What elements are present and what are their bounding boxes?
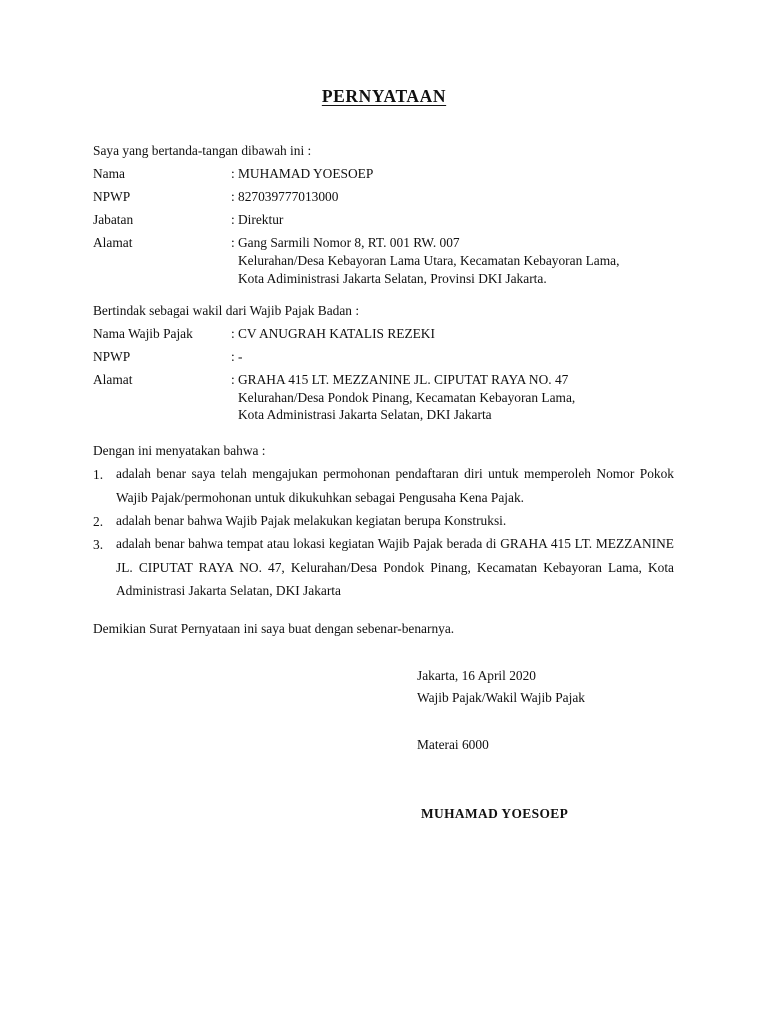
signature-place-date: Jakarta, 16 April 2020 <box>417 668 537 683</box>
colon: : <box>231 349 235 364</box>
colon: : <box>231 212 235 227</box>
person-alamat-label: Alamat <box>93 235 133 250</box>
statement-text: adalah benar bahwa Wajib Pajak melakukan kegiatan berupa Konstruksi. <box>116 513 507 528</box>
closing-text: Demikian Surat Pernyataan ini saya buat dengan sebenar-benarnya. <box>93 621 455 636</box>
colon: : <box>231 372 235 387</box>
document-title: PERNYATAAN <box>321 86 447 106</box>
person-alamat-line: Gang Sarmili Nomor 8, RT. 001 RW. 007 <box>238 235 460 250</box>
statement-text: adalah benar bahwa tempat atau lokasi kegiatan Wajib Pajak berada di GRAHA 415 LT. MEZZANINE JL. CIPUTAT RAYA NO. 47, Kelurahan/Desa Pondok Pinang, Kecamatan Kebayoran Lama, Kota Administrasi Jakarta Selatan, DKI Jakarta <box>116 536 674 598</box>
company-alamat-line: GRAHA 415 LT. MEZZANINE JL. CIPUTAT RAYA NO. 47 <box>238 372 569 387</box>
statement-intro: Dengan ini menyatakan bahwa : <box>93 443 266 458</box>
person-npwp-value: 827039777013000 <box>238 189 339 204</box>
person-alamat-line: Kelurahan/Desa Kebayoran Lama Utara, Kecamatan Kebayoran Lama, <box>238 253 620 268</box>
person-name-value: MUHAMAD YOESOEP <box>238 166 374 181</box>
signature-stamp: Materai 6000 <box>417 737 489 752</box>
representing-text: Bertindak sebagai wakil dari Wajib Pajak Badan : <box>93 303 360 318</box>
company-npwp-label: NPWP <box>93 349 131 364</box>
person-jabatan-label: Jabatan <box>93 212 134 227</box>
signature-name: MUHAMAD YOESOEP <box>421 806 569 821</box>
company-alamat-line: Kota Administrasi Jakarta Selatan, DKI Jakarta <box>238 407 492 422</box>
colon: : <box>231 326 235 341</box>
intro-text: Saya yang bertanda-tangan dibawah ini : <box>93 143 312 158</box>
company-alamat-label: Alamat <box>93 372 133 387</box>
colon: : <box>231 235 235 250</box>
colon: : <box>231 189 235 204</box>
company-npwp-value: - <box>238 349 243 364</box>
company-alamat-line: Kelurahan/Desa Pondok Pinang, Kecamatan Kebayoran Lama, <box>238 390 576 405</box>
colon: : <box>231 166 235 181</box>
company-name-value: CV ANUGRAH KATALIS REZEKI <box>238 326 435 341</box>
person-alamat-line: Kota Adiministrasi Jakarta Selatan, Provinsi DKI Jakarta. <box>238 271 547 286</box>
statement-number: 1. <box>93 467 104 482</box>
person-npwp-label: NPWP <box>93 189 131 204</box>
statement-text: adalah benar saya telah mengajukan permohonan pendaftaran diri untuk memperoleh Nomor Pokok Wajib Pajak/permohonan untuk dikukuhkan sebagai Pengusaha Kena Pajak. <box>116 466 674 505</box>
statement-number: 2. <box>93 514 104 529</box>
person-jabatan-value: Direktur <box>238 212 284 227</box>
signature-role: Wajib Pajak/Wakil Wajib Pajak <box>417 690 585 705</box>
person-name-label: Nama <box>93 166 125 181</box>
statement-number: 3. <box>93 537 104 552</box>
company-name-label: Nama Wajib Pajak <box>93 326 193 341</box>
